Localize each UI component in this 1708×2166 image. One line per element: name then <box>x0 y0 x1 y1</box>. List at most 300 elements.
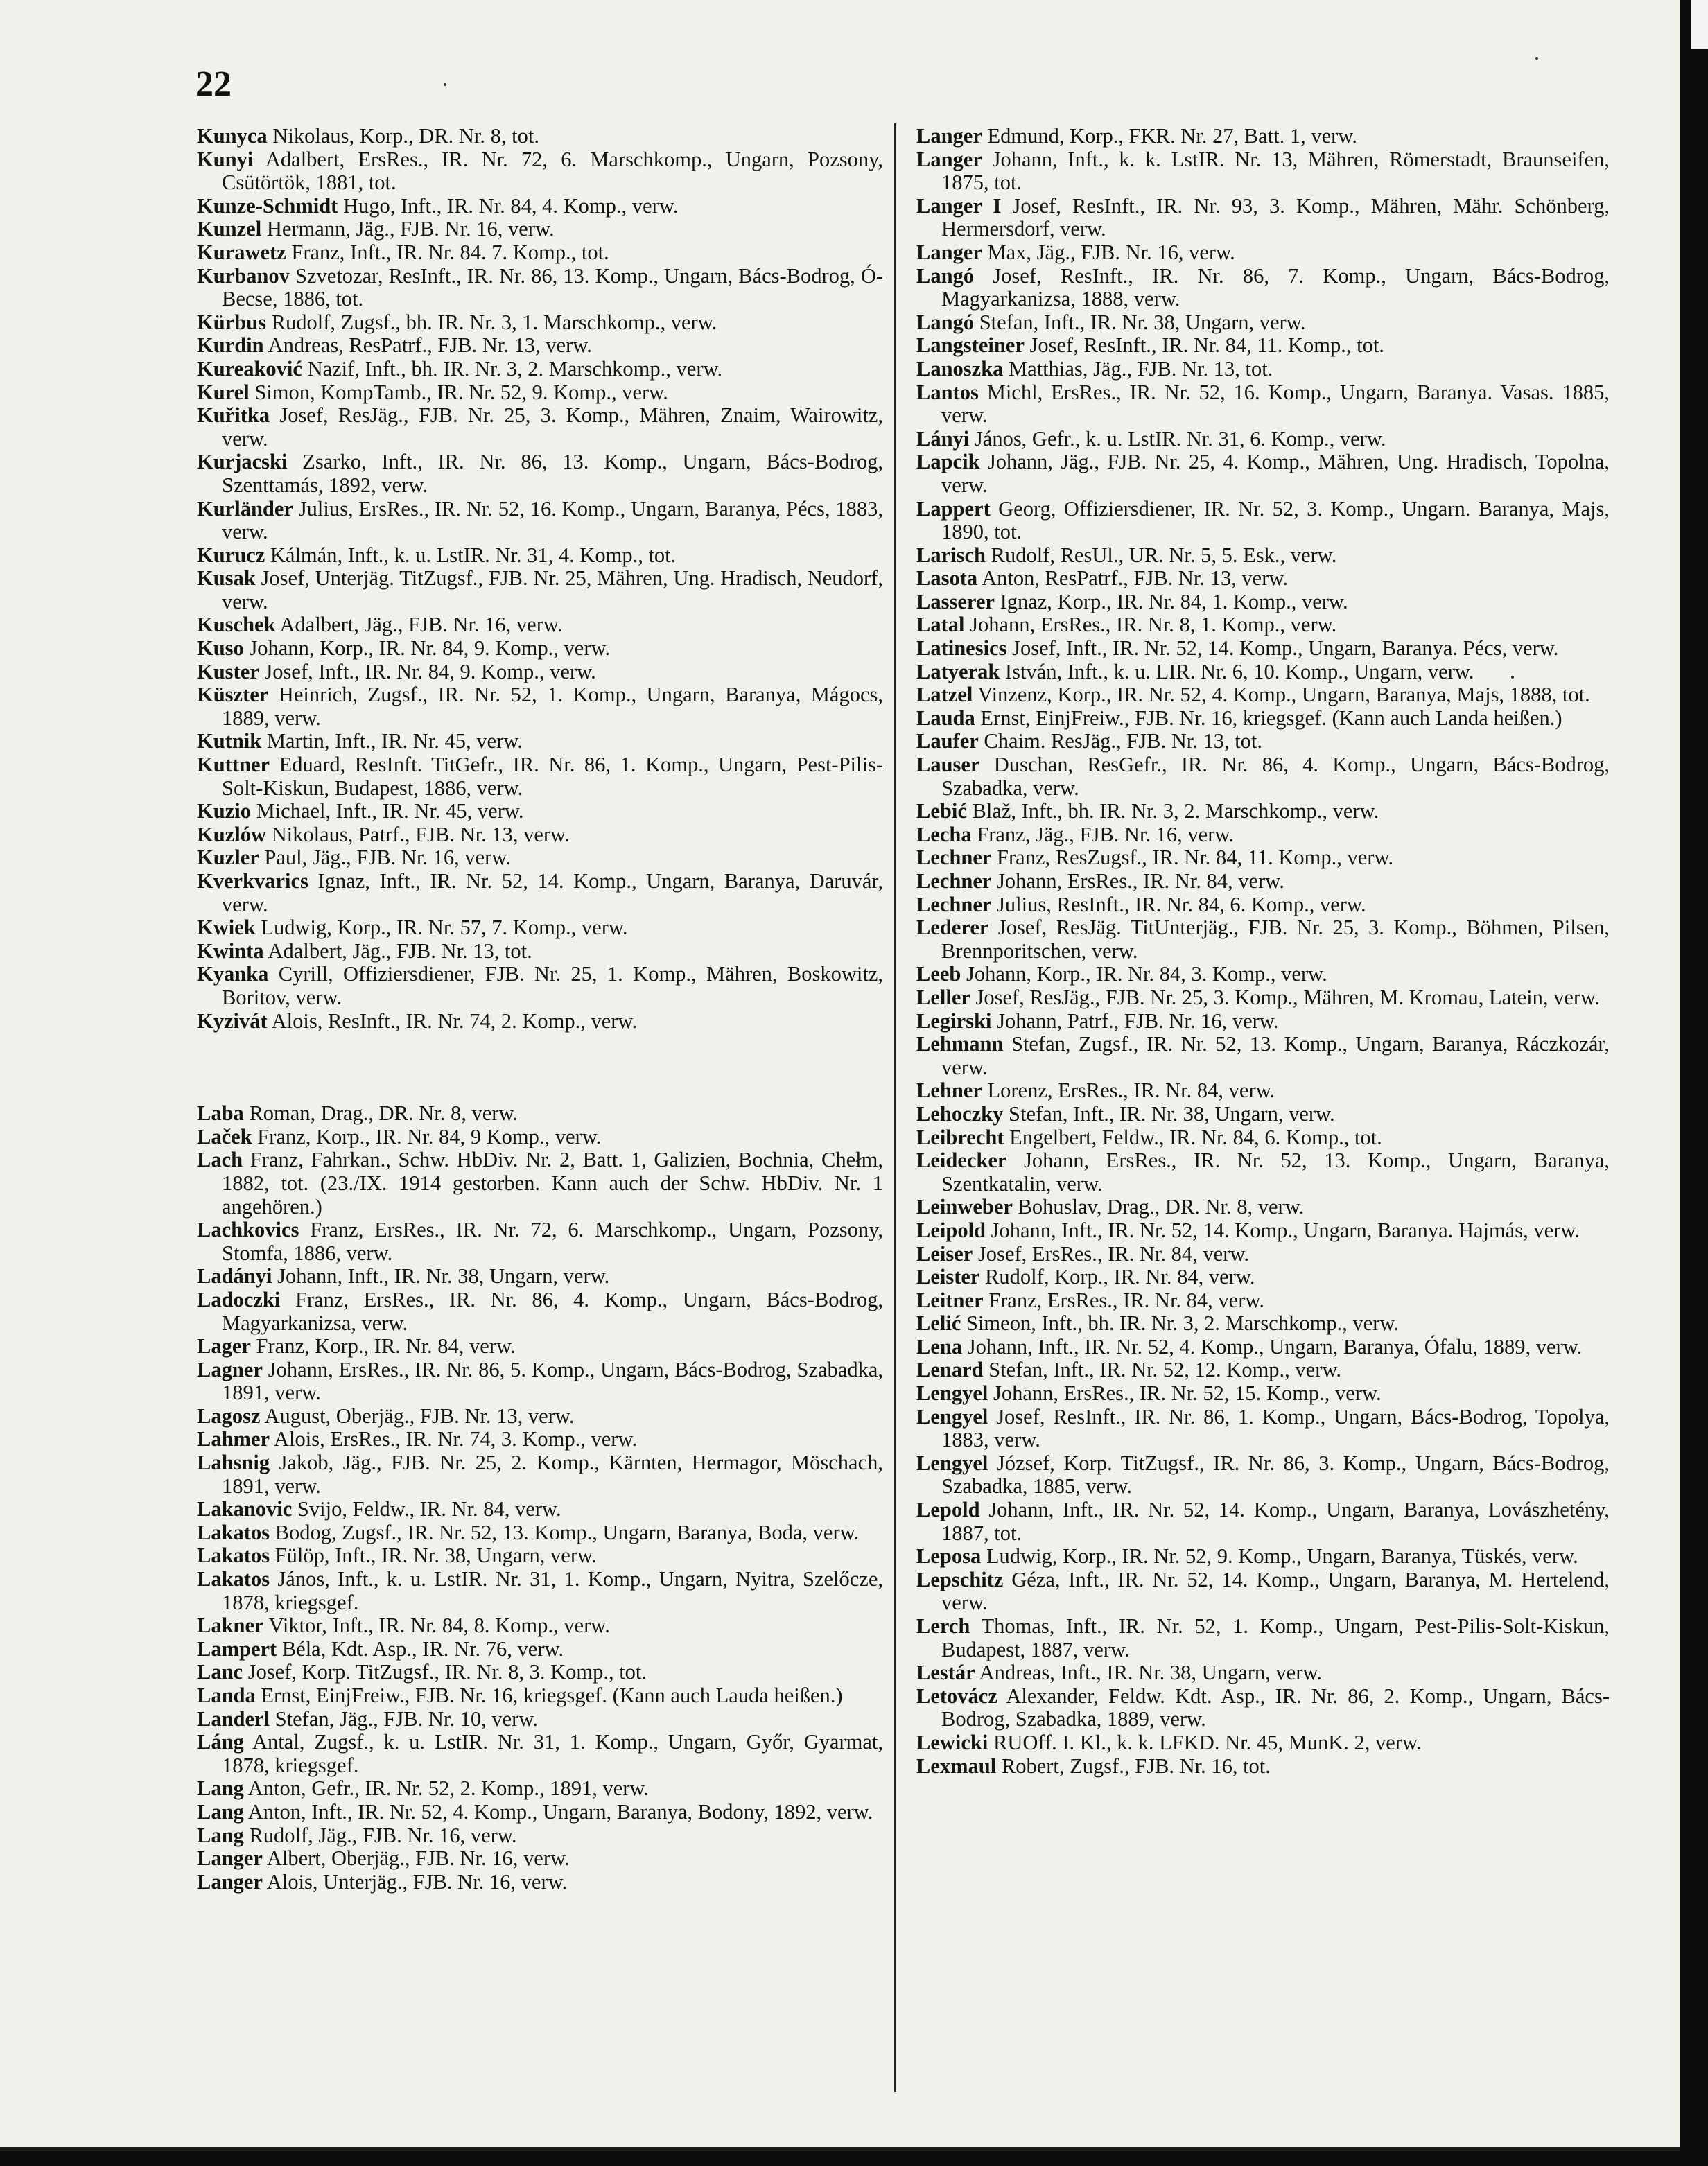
casualty-entry <box>916 800 1610 823</box>
entry-details: Franz, Korp., IR. Nr. 84, verw. <box>250 1334 516 1359</box>
casualty-entry <box>916 637 1610 661</box>
entry-details: Josef, Unterjäg. TitZugsf., FJB. Nr. 25, Mähren, Ung. Hradisch, Neudorf, verw. <box>222 566 883 613</box>
entry-details: Vinzenz, Korp., IR. Nr. 52, 4. Komp., Ungarn, Baranya, Majs, 1888, tot. <box>973 683 1590 707</box>
entry-details: Josef, ResInft., IR. Nr. 86, 7. Komp., Ungarn, Bács-Bodrog, Magyarkanizsa, 1888, verw. <box>941 263 1610 311</box>
entry-details: Josef, ResInft., IR. Nr. 86, 1. Komp., Ungarn, Bács-Bodrog, Topolya, 1883, verw. <box>941 1404 1610 1452</box>
entry-surname: Lagner <box>197 1357 263 1381</box>
casualty-entry <box>916 1010 1610 1033</box>
entry-surname: Kyzivát <box>197 1008 268 1033</box>
entry-surname: Lagosz <box>197 1404 261 1428</box>
casualty-entry <box>916 1755 1610 1779</box>
casualty-entry <box>197 753 883 800</box>
entry-surname: Kurländer <box>197 496 293 521</box>
entry-details: Ignaz, Inft., IR. Nr. 52, 14. Komp., Ungarn, Baranya, Daruvár, verw. <box>222 869 883 916</box>
entry-surname: Leiser <box>916 1241 973 1266</box>
entry-details: Ignaz, Korp., IR. Nr. 84, 1. Komp., verw. <box>994 589 1348 613</box>
casualty-entry <box>197 1451 883 1498</box>
entry-details: István, Inft., k. u. LIR. Nr. 6, 10. Komp., Ungarn, verw. <box>1000 659 1474 683</box>
casualty-entry <box>197 1847 883 1871</box>
entry-details: Antal, Zugsf., k. u. LstIR. Nr. 31, 1. Komp., Ungarn, Győr, Gyarmat, 1878, kriegsgef. <box>222 1730 883 1777</box>
entry-details: Johann, Inft., IR. Nr. 52, 14. Komp., Ungarn, Baranya. Hajmás, verw. <box>986 1218 1580 1242</box>
casualty-entry <box>197 544 883 568</box>
entry-surname: Langer <box>916 240 982 264</box>
entry-surname: Lewicki <box>916 1730 988 1754</box>
entry-details: Eduard, ResInft. TitGefr., IR. Nr. 86, 1. Komp., Ungarn, Pest-Pilis-Solt-Kiskun, Budapest, 1886, verw. <box>222 753 883 800</box>
casualty-entry <box>197 218 883 241</box>
casualty-entry <box>916 1382 1610 1406</box>
entry-surname: Lakner <box>197 1614 264 1638</box>
entry-details: Stefan, Zugsf., IR. Nr. 52, 13. Komp., Ungarn, Baranya, Ráczkozár, verw. <box>941 1032 1610 1079</box>
casualty-entry <box>916 1359 1610 1382</box>
casualty-entry <box>197 846 883 870</box>
casualty-entry <box>916 1079 1610 1103</box>
entry-details: Nikolaus, Korp., DR. Nr. 8, tot. <box>267 124 539 148</box>
scan-speck <box>444 83 446 86</box>
casualty-entry <box>197 823 883 847</box>
entry-details: Johann, Inft., IR. Nr. 52, 4. Komp., Ungarn, Baranya, Ófalu, 1889, verw. <box>962 1334 1583 1359</box>
entry-surname: Lestár <box>916 1661 975 1685</box>
casualty-entry <box>197 358 883 381</box>
casualty-entry <box>197 1219 883 1265</box>
entry-surname: Lengyel <box>916 1404 988 1429</box>
entry-details: Josef, ResJäg., FJB. Nr. 25, 3. Komp., Mähren, M. Kromau, Latein, verw. <box>970 985 1600 1009</box>
casualty-entry <box>916 846 1610 870</box>
entry-details: Roman, Drag., DR. Nr. 8, verw. <box>243 1101 518 1126</box>
entry-surname: Lakatos <box>197 1567 270 1591</box>
entry-surname: Leidecker <box>916 1148 1007 1173</box>
entry-details: Hugo, Inft., IR. Nr. 84, 4. Komp., verw. <box>338 193 679 218</box>
entry-details: Simeon, Inft., bh. IR. Nr. 3, 2. Marschkomp., verw. <box>961 1311 1400 1336</box>
entry-details: Adalbert, Jäg., FJB. Nr. 16, verw. <box>275 613 563 637</box>
entry-surname: Kureaković <box>197 356 302 381</box>
entry-surname: Kurdin <box>197 333 264 358</box>
casualty-entry <box>197 1289 883 1335</box>
entry-details: Bodog, Zugsf., IR. Nr. 52, 13. Komp., Ungarn, Baranya, Boda, verw. <box>270 1520 860 1544</box>
casualty-entry <box>916 1103 1610 1126</box>
entry-details: Hermann, Jäg., FJB. Nr. 16, verw. <box>261 217 555 241</box>
casualty-entry <box>916 1499 1610 1545</box>
casualty-entry <box>197 1126 883 1149</box>
casualty-entry <box>916 1661 1610 1685</box>
entry-details: Rudolf, Korp., IR. Nr. 84, verw. <box>979 1265 1255 1289</box>
entry-details: Heinrich, Zugsf., IR. Nr. 52, 1. Komp., Ungarn, Baranya, Mágocs, 1889, verw. <box>222 683 883 730</box>
entry-details: Johann, ErsRes., IR. Nr. 52, 13. Komp., Ungarn, Baranya, Szentkatalin, verw. <box>941 1148 1610 1196</box>
casualty-entry <box>916 591 1610 614</box>
casualty-entry <box>197 1405 883 1429</box>
entry-details: Franz, ErsRes., IR. Nr. 86, 4. Komp., Ungarn, Bács-Bodrog, Magyarkanizsa, verw. <box>222 1287 883 1335</box>
entry-details: Rudolf, Jäg., FJB. Nr. 16, verw. <box>243 1823 517 1847</box>
page-number: 22 <box>195 64 232 104</box>
entry-details: Engelbert, Feldw., IR. Nr. 84, 6. Komp., tot. <box>1004 1125 1382 1149</box>
casualty-entry <box>916 870 1610 893</box>
casualty-entry <box>197 148 883 195</box>
entry-details: Alois, ErsRes., IR. Nr. 74, 3. Komp., verw. <box>270 1427 638 1451</box>
entry-surname: Lanoszka <box>916 356 1004 381</box>
entry-surname: Lehoczky <box>916 1101 1004 1126</box>
entry-surname: Kuřitka <box>197 403 270 428</box>
entry-surname: Lapcik <box>916 450 980 474</box>
entry-details: Johann, Inft., IR. Nr. 38, Ungarn, verw. <box>272 1264 610 1289</box>
entry-details: Josef, ResJäg. TitUnterjäg., FJB. Nr. 25, 3. Komp., Böhmen, Pilsen, Brennporitschen, verw. <box>941 916 1610 963</box>
entry-details: Robert, Zugsf., FJB. Nr. 16, tot. <box>996 1754 1271 1778</box>
scan-speck <box>1511 676 1514 679</box>
entry-details: Georg, Offiziersdiener, IR. Nr. 52, 3. Komp., Ungarn. Baranya, Majs, 1890, tot. <box>941 496 1610 544</box>
entry-surname: Leipold <box>916 1218 986 1242</box>
casualty-entry <box>197 1265 883 1289</box>
casualty-entry <box>916 1289 1610 1313</box>
entry-surname: Latyerak <box>916 659 1000 683</box>
entry-details: Johann, Inft., k. k. LstIR. Nr. 13, Mähren, Römerstadt, Braunseifen, 1875, tot. <box>941 147 1610 195</box>
entry-surname: Kwiek <box>197 916 256 940</box>
casualty-entry <box>916 358 1610 381</box>
entry-surname: Kurawetz <box>197 240 286 264</box>
casualty-entry <box>197 1684 883 1708</box>
entry-details: Ludwig, Korp., IR. Nr. 52, 9. Komp., Ungarn, Baranya, Tüskés, verw. <box>981 1544 1578 1569</box>
entry-details: Stefan, Inft., IR. Nr. 38, Ungarn, verw. <box>1003 1101 1335 1126</box>
casualty-entry <box>197 1102 883 1126</box>
casualty-entry <box>916 544 1610 568</box>
entry-surname: Latinesics <box>916 636 1007 661</box>
entry-surname: Langer <box>197 1846 263 1871</box>
entry-surname: Lakatos <box>197 1544 270 1568</box>
casualty-entry <box>916 1406 1610 1452</box>
entry-details: Michael, Inft., IR. Nr. 45, verw. <box>250 799 524 823</box>
entry-surname: Láng <box>197 1730 244 1754</box>
casualty-entry <box>197 940 883 963</box>
entry-surname: Lengyel <box>916 1451 988 1475</box>
casualty-entry <box>916 893 1610 917</box>
entry-surname: Kurbanov <box>197 263 290 288</box>
entry-details: Julius, ResInft., IR. Nr. 84, 6. Komp., verw. <box>991 892 1366 916</box>
entry-details: Stefan, Inft., IR. Nr. 38, Ungarn, verw. <box>974 310 1306 334</box>
entry-surname: Lena <box>916 1334 963 1359</box>
entry-details: Michl, ErsRes., IR. Nr. 52, 16. Komp., Ungarn, Baranya. Vasas. 1885, verw. <box>941 380 1610 428</box>
casualty-entry <box>197 1148 883 1219</box>
entry-details: Anton, Gefr., IR. Nr. 52, 2. Komp., 1891, verw. <box>243 1776 650 1801</box>
entry-details: Viktor, Inft., IR. Nr. 84, 8. Komp., verw. <box>263 1614 610 1638</box>
entry-surname: Leposa <box>916 1544 982 1569</box>
entry-surname: Kürbus <box>197 310 267 334</box>
entry-details: Albert, Oberjäg., FJB. Nr. 16, verw. <box>262 1846 570 1871</box>
entry-surname: Langer <box>916 147 982 171</box>
entry-surname: Kunyca <box>197 124 268 148</box>
entry-details: Lorenz, ErsRes., IR. Nr. 84, verw. <box>982 1078 1275 1103</box>
casualty-entry <box>916 1149 1610 1196</box>
casualty-entry <box>916 567 1610 591</box>
entry-surname: Landa <box>197 1684 256 1707</box>
casualty-entry <box>197 451 883 497</box>
entry-surname: Lecha <box>916 822 972 846</box>
entry-surname: Laba <box>197 1101 244 1126</box>
entry-details: Ludwig, Korp., IR. Nr. 57, 7. Komp., verw. <box>255 916 628 940</box>
entry-surname: Langer <box>916 124 982 148</box>
entry-surname: Kuster <box>197 659 259 683</box>
casualty-entry <box>197 1614 883 1638</box>
entry-details: Svijo, Feldw., IR. Nr. 84, verw. <box>292 1497 561 1521</box>
entry-details: Johann, Patrf., FJB. Nr. 16, verw. <box>991 1008 1279 1033</box>
entry-surname: Laufer <box>916 729 979 753</box>
entry-details: Josef, ResInft., IR. Nr. 93, 3. Komp., Mähren, Mähr. Schönberg, Hermersdorf, verw. <box>941 193 1610 241</box>
casualty-entry <box>197 613 883 637</box>
casualty-entry <box>916 1219 1610 1243</box>
entry-surname: Lerch <box>916 1614 970 1638</box>
casualty-entry <box>197 1335 883 1359</box>
entry-details: Julius, ErsRes., IR. Nr. 52, 16. Komp., Ungarn, Baranya, Pécs, 1883, verw. <box>222 496 883 544</box>
casualty-entry <box>916 265 1610 311</box>
entry-surname: Lebić <box>916 799 967 823</box>
entry-details: Johann, Jäg., FJB. Nr. 25, 4. Komp., Mähren, Ung. Hradisch, Topolna, verw. <box>941 450 1610 497</box>
casualty-entry <box>916 1685 1610 1731</box>
entry-details: Johann, ErsRes., IR. Nr. 86, 5. Komp., Ungarn, Bács-Bodrog, Szabadka, 1891, verw. <box>222 1357 883 1405</box>
entry-surname: Leinweber <box>916 1195 1013 1219</box>
entry-surname: Ladányi <box>197 1264 272 1289</box>
entry-surname: Leister <box>916 1265 980 1289</box>
casualty-entry <box>197 311 883 335</box>
entry-details: Cyrill, Offiziersdiener, FJB. Nr. 25, 1. Komp., Mähren, Boskowitz, Boritov, verw. <box>222 962 883 1009</box>
entry-surname: Langó <box>916 263 975 288</box>
entry-details: Anton, Inft., IR. Nr. 52, 4. Komp., Ungarn, Baranya, Bodony, 1892, verw. <box>243 1799 873 1824</box>
entry-details: Anton, ResPatrf., FJB. Nr. 13, verw. <box>977 566 1289 591</box>
entry-details: Johann, Korp., IR. Nr. 84, 3. Komp., verw. <box>961 962 1327 986</box>
entry-details: Franz, Jäg., FJB. Nr. 16, verw. <box>971 822 1235 846</box>
casualty-entry <box>916 1033 1610 1079</box>
entry-surname: Lechner <box>916 892 992 916</box>
entry-surname: Langsteiner <box>916 333 1025 358</box>
casualty-entry <box>916 428 1610 451</box>
casualty-entry <box>197 195 883 218</box>
entry-details: Franz, ResZugsf., IR. Nr. 84, 11. Komp., verw. <box>991 846 1394 870</box>
entry-surname: Lang <box>197 1823 244 1847</box>
entry-surname: Lakanovic <box>197 1497 293 1521</box>
casualty-entry <box>197 241 883 265</box>
casualty-entry <box>916 1196 1610 1219</box>
column-divider <box>894 123 896 2092</box>
entry-details: Chaim. ResJäg., FJB. Nr. 13, tot. <box>978 729 1263 753</box>
entry-details: Matthias, Jäg., FJB. Nr. 13, tot. <box>1003 356 1273 381</box>
entry-surname: Leitner <box>916 1288 984 1312</box>
entry-surname: Lang <box>197 1799 244 1824</box>
casualty-entry <box>916 661 1610 684</box>
casualty-entry <box>197 567 883 613</box>
entry-details: RUOff. I. Kl., k. k. LFKD. Nr. 45, MunK. 2, verw. <box>988 1730 1422 1754</box>
entry-details: Szvetozar, ResInft., IR. Nr. 86, 13. Komp., Ungarn, Bács-Bodrog, Ó-Becse, 1886, tot. <box>222 263 883 311</box>
entry-surname: Lahmer <box>197 1427 270 1451</box>
entry-surname: Lasserer <box>916 589 995 613</box>
casualty-entry <box>916 823 1610 847</box>
entry-details: Thomas, Inft., IR. Nr. 52, 1. Komp., Ungarn, Pest-Pilis-Solt-Kiskun, Budapest, 1887, verw. <box>941 1614 1610 1661</box>
casualty-entry <box>916 613 1610 637</box>
casualty-entry <box>916 381 1610 428</box>
entry-details: Franz, ErsRes., IR. Nr. 84, verw. <box>983 1288 1265 1312</box>
entry-details: Béla, Kdt. Asp., IR. Nr. 76, verw. <box>277 1636 564 1661</box>
entry-surname: Landerl <box>197 1706 270 1731</box>
entry-surname: Lexmaul <box>916 1754 997 1778</box>
entry-details: Blaž, Inft., bh. IR. Nr. 3, 2. Marschkomp., verw. <box>966 799 1379 823</box>
entry-details: Johann, ErsRes., IR. Nr. 8, 1. Komp., verw. <box>964 613 1337 637</box>
casualty-entry <box>197 1777 883 1801</box>
entry-details: Rudolf, ResUl., UR. Nr. 5, 5. Esk., verw. <box>985 543 1337 567</box>
entry-surname: Latzel <box>916 683 973 707</box>
entry-details: Kálmán, Inft., k. u. LstIR. Nr. 31, 4. Komp., tot. <box>265 543 677 567</box>
casualty-entry <box>197 334 883 358</box>
casualty-entry <box>197 637 883 661</box>
casualty-entry <box>197 800 883 823</box>
entry-surname: Lauda <box>916 706 975 730</box>
entry-surname: Ladoczki <box>197 1287 281 1311</box>
entry-details: Josef, Korp. TitZugsf., IR. Nr. 8, 3. Komp., tot. <box>243 1660 647 1684</box>
entry-surname: Lach <box>197 1148 243 1172</box>
entry-surname: Langer <box>197 1869 263 1894</box>
entry-details: Edmund, Korp., FKR. Nr. 27, Batt. 1, verw. <box>982 124 1357 148</box>
entry-surname: Lechner <box>916 846 992 870</box>
casualty-entry <box>916 195 1610 241</box>
entry-details: Stefan, Inft., IR. Nr. 52, 12. Komp., verw. <box>983 1358 1342 1382</box>
casualty-entry <box>197 1731 883 1777</box>
casualty-entry <box>197 730 883 753</box>
left-column <box>197 125 883 1894</box>
entry-details: Alois, Unterjäg., FJB. Nr. 16, verw. <box>262 1869 568 1894</box>
casualty-entry <box>197 1871 883 1894</box>
entry-surname: Kverkvarics <box>197 869 308 893</box>
entry-surname: Lantos <box>916 380 979 404</box>
entry-surname: Lasota <box>916 566 978 591</box>
entry-surname: Kurucz <box>197 543 265 567</box>
casualty-entry <box>916 986 1610 1010</box>
entry-surname: Leller <box>916 985 970 1009</box>
casualty-entry <box>916 334 1610 358</box>
casualty-entry <box>916 148 1610 195</box>
casualty-entry <box>916 753 1610 800</box>
entry-details: Alois, ResInft., IR. Nr. 74, 2. Komp., verw. <box>267 1008 638 1033</box>
entry-surname: Lepold <box>916 1498 980 1522</box>
entry-details: Josef, ErsRes., IR. Nr. 84, verw. <box>973 1241 1250 1266</box>
casualty-entry <box>197 1498 883 1521</box>
scan-edge <box>1680 0 1708 2166</box>
entry-surname: Legirski <box>916 1008 992 1033</box>
casualty-entry <box>197 1359 883 1405</box>
casualty-entry <box>916 1266 1610 1289</box>
casualty-entry <box>197 1824 883 1848</box>
casualty-entry <box>197 683 883 730</box>
casualty-entry <box>916 451 1610 497</box>
casualty-entry <box>916 1452 1610 1499</box>
entry-details: Johann, Inft., IR. Nr. 52, 14. Komp., Ungarn, Baranya, Lovászhetény, 1887, tot. <box>941 1498 1610 1545</box>
entry-details: Franz, Inft., IR. Nr. 84. 7. Komp., tot. <box>286 240 609 264</box>
entry-details: Josef, Inft., IR. Nr. 84, 9. Komp., verw. <box>259 659 596 683</box>
entry-surname: Langer I <box>916 193 1002 218</box>
entry-surname: Kusak <box>197 566 256 591</box>
casualty-entry <box>197 125 883 148</box>
casualty-entry <box>197 404 883 451</box>
entry-details: Ernst, EinjFreiw., FJB. Nr. 16, kriegsgef. (Kann auch Lauda heißen.) <box>255 1684 843 1707</box>
scan-speck <box>1535 57 1538 60</box>
section-gap <box>197 1033 883 1102</box>
entry-surname: Lahsnig <box>197 1451 270 1475</box>
entry-details: Zsarko, Inft., IR. Nr. 86, 13. Komp., Ungarn, Bács-Bodrog, Szenttamás, 1892, verw. <box>222 450 883 497</box>
casualty-entry <box>916 311 1610 335</box>
entry-surname: Lang <box>197 1776 244 1801</box>
entry-surname: Kuzio <box>197 799 251 823</box>
casualty-entry <box>916 241 1610 265</box>
casualty-entry <box>197 1638 883 1661</box>
entry-surname: Lelić <box>916 1311 961 1336</box>
entry-surname: Lechner <box>916 869 992 893</box>
casualty-entry <box>197 381 883 405</box>
casualty-entry <box>916 498 1610 544</box>
entry-details: Andreas, ResPatrf., FJB. Nr. 13, verw. <box>263 333 592 358</box>
entry-surname: Küszter <box>197 683 269 707</box>
entry-surname: Lauser <box>916 753 980 777</box>
entry-surname: Lenard <box>916 1358 984 1382</box>
entry-details: Rudolf, Zugsf., bh. IR. Nr. 3, 1. Marschkomp., verw. <box>266 310 717 334</box>
entry-surname: Kurel <box>197 380 250 404</box>
casualty-entry <box>197 1568 883 1614</box>
entry-surname: Lampert <box>197 1636 277 1661</box>
casualty-entry <box>916 1336 1610 1359</box>
entry-details: Fülöp, Inft., IR. Nr. 38, Ungarn, verw. <box>270 1544 597 1568</box>
entry-details: Johann, Korp., IR. Nr. 84, 9. Komp., verw. <box>243 636 611 661</box>
entry-details: Max, Jäg., FJB. Nr. 16, verw. <box>982 240 1235 264</box>
casualty-entry <box>916 1615 1610 1661</box>
entry-details: Ernst, EinjFreiw., FJB. Nr. 16, kriegsgef. (Kann auch Landa heißen.) <box>975 706 1562 730</box>
casualty-entry <box>916 1545 1610 1569</box>
entry-surname: Lehmann <box>916 1032 1004 1056</box>
casualty-entry <box>197 963 883 1009</box>
casualty-entry <box>197 870 883 916</box>
entry-surname: Kutnik <box>197 729 262 753</box>
entry-surname: Lepschitz <box>916 1567 1004 1591</box>
entry-surname: Langó <box>916 310 975 334</box>
entry-surname: Kuschek <box>197 613 276 637</box>
casualty-entry <box>197 1010 883 1033</box>
entry-details: August, Oberjäg., FJB. Nr. 13, verw. <box>260 1404 575 1428</box>
entry-surname: Kurjacski <box>197 450 288 474</box>
casualty-entry <box>916 916 1610 963</box>
casualty-entry <box>197 265 883 311</box>
casualty-entry <box>916 125 1610 148</box>
entry-details: Bohuslav, Drag., DR. Nr. 8, verw. <box>1012 1195 1305 1219</box>
entry-details: Paul, Jäg., FJB. Nr. 16, verw. <box>259 846 511 870</box>
entry-details: Franz, Fahrkan., Schw. HbDiv. Nr. 2, Batt. 1, Galizien, Bochnia, Chełm, 1882, tot. (23./IX. 1914 gestorben. Kann auch der Schw. HbDiv. Nr. 1 angehören.) <box>222 1148 883 1219</box>
entry-details: Alexander, Feldw. Kdt. Asp., IR. Nr. 86, 2. Komp., Ungarn, Bács-Bodrog, Szabadka, 1889, verw. <box>941 1684 1610 1731</box>
entry-surname: Kuzlów <box>197 822 266 846</box>
entry-details: Martin, Inft., IR. Nr. 45, verw. <box>261 729 523 753</box>
entry-surname: Kwinta <box>197 938 264 963</box>
entry-surname: Larisch <box>916 543 986 567</box>
entry-surname: Lappert <box>916 496 991 521</box>
entry-details: József, Korp. TitZugsf., IR. Nr. 86, 3. Komp., Ungarn, Bács-Bodrog, Szabadka, 1885, verw. <box>941 1451 1610 1499</box>
casualty-entry <box>197 1661 883 1684</box>
entry-surname: Kunzel <box>197 217 262 241</box>
entry-details: Géza, Inft., IR. Nr. 52, 14. Komp., Ungarn, Baranya, M. Hertelend, verw. <box>941 1567 1610 1615</box>
entry-surname: Kyanka <box>197 962 269 986</box>
casualty-entry <box>916 683 1610 707</box>
entry-details: Simon, KompTamb., IR. Nr. 52, 9. Komp., verw. <box>249 380 668 404</box>
casualty-entry <box>916 1312 1610 1336</box>
entry-details: Franz, ErsRes., IR. Nr. 72, 6. Marschkomp., Ungarn, Pozsony, Stomfa, 1886, verw. <box>222 1218 883 1265</box>
entry-details: János, Gefr., k. u. LstIR. Nr. 31, 6. Komp., verw. <box>969 426 1386 451</box>
entry-details: Stefan, Jäg., FJB. Nr. 10, verw. <box>270 1706 538 1731</box>
casualty-entry <box>916 730 1610 753</box>
entry-details: Duschan, ResGefr., IR. Nr. 86, 4. Komp., Ungarn, Bács-Bodrog, Szabadka, verw. <box>941 753 1610 800</box>
entry-details: János, Inft., k. u. LstIR. Nr. 31, 1. Komp., Ungarn, Nyitra, Szelőcze, 1878, kriegsgef. <box>222 1567 883 1614</box>
entry-surname: Lengyel <box>916 1381 988 1406</box>
casualty-entry <box>916 707 1610 731</box>
casualty-entry <box>197 1544 883 1568</box>
casualty-entry <box>197 1428 883 1451</box>
casualty-entry <box>916 963 1610 986</box>
entry-details: Johann, ErsRes., IR. Nr. 52, 15. Komp., verw. <box>988 1381 1382 1406</box>
